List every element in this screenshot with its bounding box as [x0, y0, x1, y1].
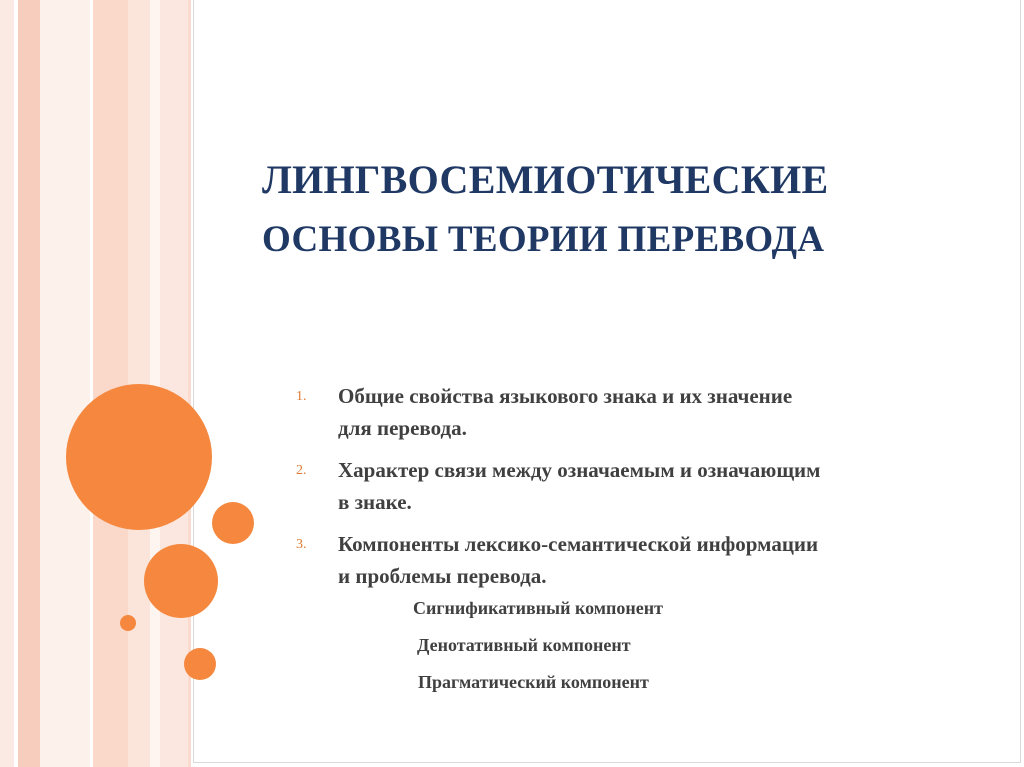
topic-list: [296, 380, 946, 602]
decorative-circle-small: [212, 502, 254, 544]
stripe: [93, 0, 128, 767]
list-item-text-line-1: Общие свойства языкового знака и их значение: [338, 384, 793, 408]
stripe: [150, 0, 160, 767]
list-item-text-line-2: и проблемы перевода.: [338, 564, 547, 588]
stripe: [0, 0, 14, 767]
list-item-text-line-2: в знаке.: [338, 490, 412, 514]
subitem-pragmatic: Прагматический компонент: [418, 672, 649, 692]
subitem-significative: Сигнификативный компонент: [413, 598, 663, 618]
decorative-circle-large: [66, 384, 212, 530]
list-item: [296, 454, 946, 518]
decorative-circle-medium: [144, 544, 218, 618]
list-item-text-line-1: Компоненты лексико-семантической информации: [338, 532, 819, 556]
list-item-text-line-2: для перевода.: [338, 416, 467, 440]
list-number: 1.: [296, 389, 307, 404]
subitem-denotative: Денотативный компонент: [417, 635, 631, 655]
title-line-2: ОСНОВЫ ТЕОРИИ ПЕРЕВОДА: [262, 219, 825, 260]
list-number: 2.: [296, 463, 307, 478]
list-item: [296, 528, 946, 592]
title-line-1: ЛИНГВОСЕМИОТИЧЕСКИЕ: [262, 157, 829, 202]
decorative-stripes: [0, 0, 200, 767]
stripe: [40, 0, 90, 767]
stripe: [160, 0, 188, 767]
list-number: 3.: [296, 537, 307, 552]
stripe: [18, 0, 40, 767]
decorative-circle-tiny: [120, 615, 136, 631]
decorative-circle-small: [184, 648, 216, 680]
list-item-text-line-1: Характер связи между означаемым и означающим: [338, 458, 821, 482]
slide-title: [262, 150, 962, 270]
list-item: [296, 380, 946, 444]
